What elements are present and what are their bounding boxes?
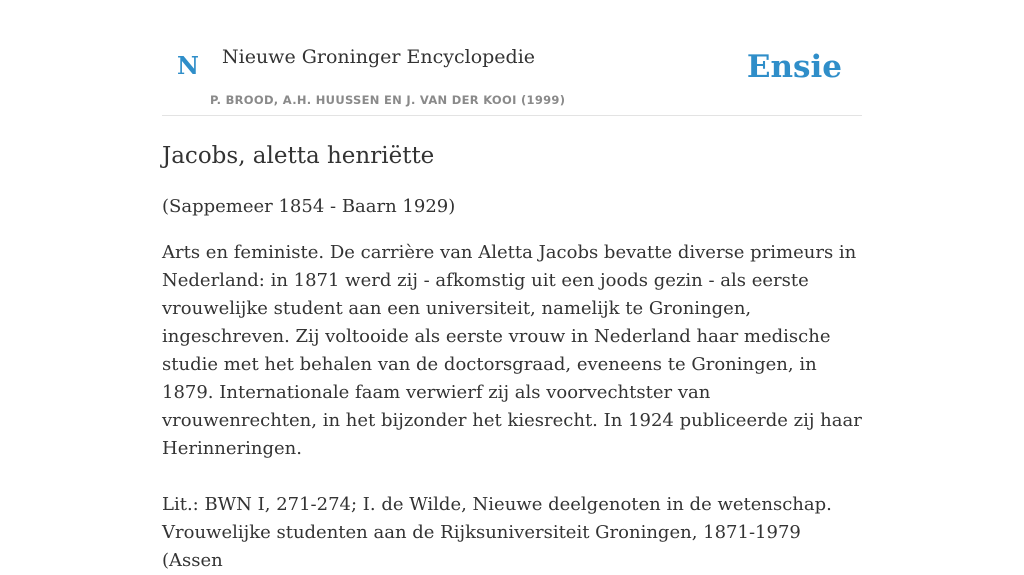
source-header [162, 0, 862, 116]
entry-body: Arts en feministe. De carrière van Aletta Jacobs bevatte diverse primeurs in Nederland: in 1871 werd zij - afkomstig uit een joods gezin - als eerste vrouwelijke student aan een universiteit, namelijk te Groningen, ingeschreven. Zij voltooide als eerste vrouw in Nederland haar medische studie met het behalen van de doctorsgraad, eveneens te Groningen, in 1879. Internationale faam verwierf zij als voorvechtster van vrouwenrechten, in het bijzonder het kiesrecht. In 1924 publiceerde zij haar Herinneringen. [162, 242, 862, 459]
entry-dates: (Sappemeer 1854 - Baarn 1929) [162, 196, 456, 217]
page [162, 0, 862, 575]
entry-literature: Lit.: BWN I, 271-274; I. de Wilde, Nieuwe deelgenoten in de wetenschap. Vrouwelijke studenten aan de Rijksuniversiteit Groningen, 1871-1979 (Assen [162, 494, 832, 571]
source-authors: P. BROOD, A.H. HUUSSEN EN J. VAN DER KOOI (1999) [210, 93, 566, 107]
source-title-link[interactable]: Nieuwe Groninger Encyclopedie [222, 46, 536, 68]
brand-logo-link[interactable]: Ensie [746, 49, 842, 85]
source-logo[interactable]: N [177, 51, 199, 80]
entry-title: Jacobs, aletta henriëtte [162, 143, 435, 169]
